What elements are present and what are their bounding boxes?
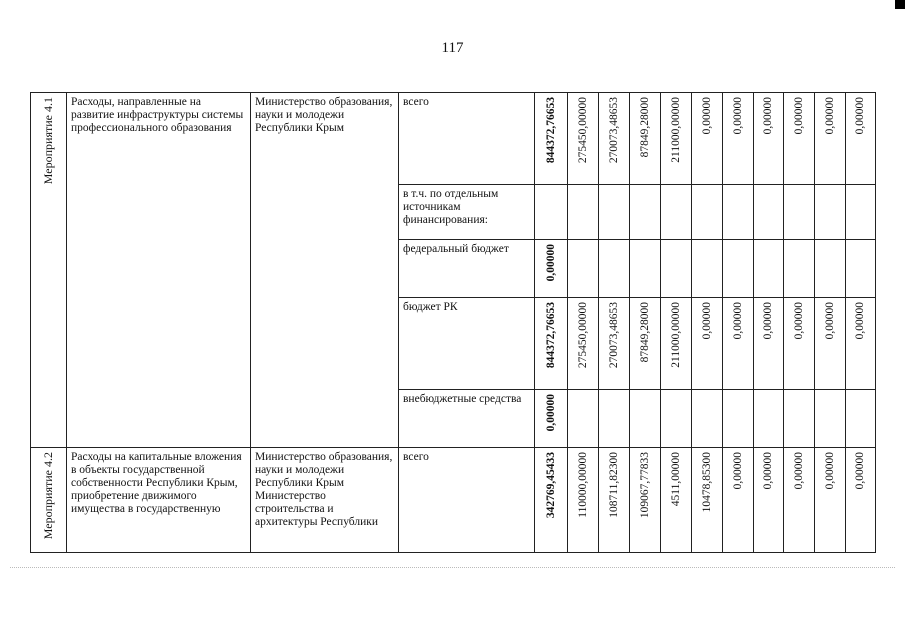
value-cell: 87849,28000 (638, 302, 651, 363)
source-label: в т.ч. по отдельным источникам финансирования: (399, 185, 535, 240)
value-cell: 0,00000 (823, 452, 836, 490)
value-cell: 0,00000 (854, 97, 866, 135)
value-cell: 0,00000 (792, 97, 805, 135)
value-cell: 211000,00000 (669, 302, 682, 368)
value-cell: 844372,76653 (544, 302, 557, 369)
source-label: бюджет РК (399, 298, 535, 390)
measure-label: Мероприятие 4.1 (41, 97, 55, 185)
value-cell: 0,00000 (762, 97, 774, 135)
value-cell: 0,00000 (792, 302, 805, 340)
value-cell: 275450,00000 (576, 97, 589, 164)
executor-cell: Министерство образования, науки и молодежи Республики Крым (251, 93, 399, 448)
source-label: федеральный бюджет (399, 240, 535, 298)
value-cell: 270073,48653 (607, 97, 620, 164)
value-cell: 844372,76653 (544, 97, 557, 164)
source-label: всего (399, 448, 535, 553)
page-number: 117 (441, 40, 464, 56)
source-label: всего (399, 93, 535, 185)
value-cell: 275450,00000 (576, 302, 589, 369)
value-cell: 270073,48653 (607, 302, 620, 369)
value-cell: 0,00000 (544, 244, 557, 282)
measure-label: Мероприятие 4.2 (41, 452, 55, 540)
value-cell: 0,00000 (792, 452, 805, 490)
description-cell: Расходы на капитальные вложения в объекты государственной собственности Республики Крым, приобретение движимого имущества в государственную (67, 448, 251, 553)
source-label: внебюджетные средства (399, 390, 535, 448)
measure-label-cell (31, 448, 67, 553)
value-cell: 108711,82300 (607, 452, 620, 518)
value-cell: 0,00000 (731, 97, 744, 135)
value-cell: 342769,45433 (544, 452, 557, 519)
value-cell: 211000,00000 (669, 97, 682, 163)
value-cell: 0,00000 (700, 302, 713, 340)
value-cell: 110000,00000 (576, 452, 589, 518)
value-cell: 0,00000 (854, 302, 866, 340)
description-cell: Расходы, направленные на развитие инфраструктуры системы профессионального образования (67, 93, 251, 448)
scan-corner-mark (895, 0, 905, 9)
table-row (31, 448, 876, 553)
value-cell: 0,00000 (544, 394, 557, 432)
value-cell: 10478,85300 (700, 452, 713, 513)
value-cell: 109067,77833 (638, 452, 651, 519)
measure-label-cell (31, 93, 67, 448)
scan-artifact-line (10, 567, 895, 569)
value-cell: 87849,28000 (638, 97, 651, 158)
value-cell: 0,00000 (823, 97, 836, 135)
table-row (31, 93, 876, 185)
value-cell: 0,00000 (731, 302, 744, 340)
value-cell: 0,00000 (762, 302, 774, 340)
budget-table (30, 92, 876, 553)
value-cell: 0,00000 (762, 452, 774, 490)
value-cell: 0,00000 (823, 302, 836, 340)
executor-cell: Министерство образования, науки и молодежи Республики Крым Министерство строительства и архитектуры Республики (251, 448, 399, 553)
value-cell: 0,00000 (700, 97, 713, 135)
value-cell: 0,00000 (854, 452, 866, 490)
value-cell: 0,00000 (731, 452, 744, 490)
value-cell: 4511,00000 (669, 452, 682, 507)
